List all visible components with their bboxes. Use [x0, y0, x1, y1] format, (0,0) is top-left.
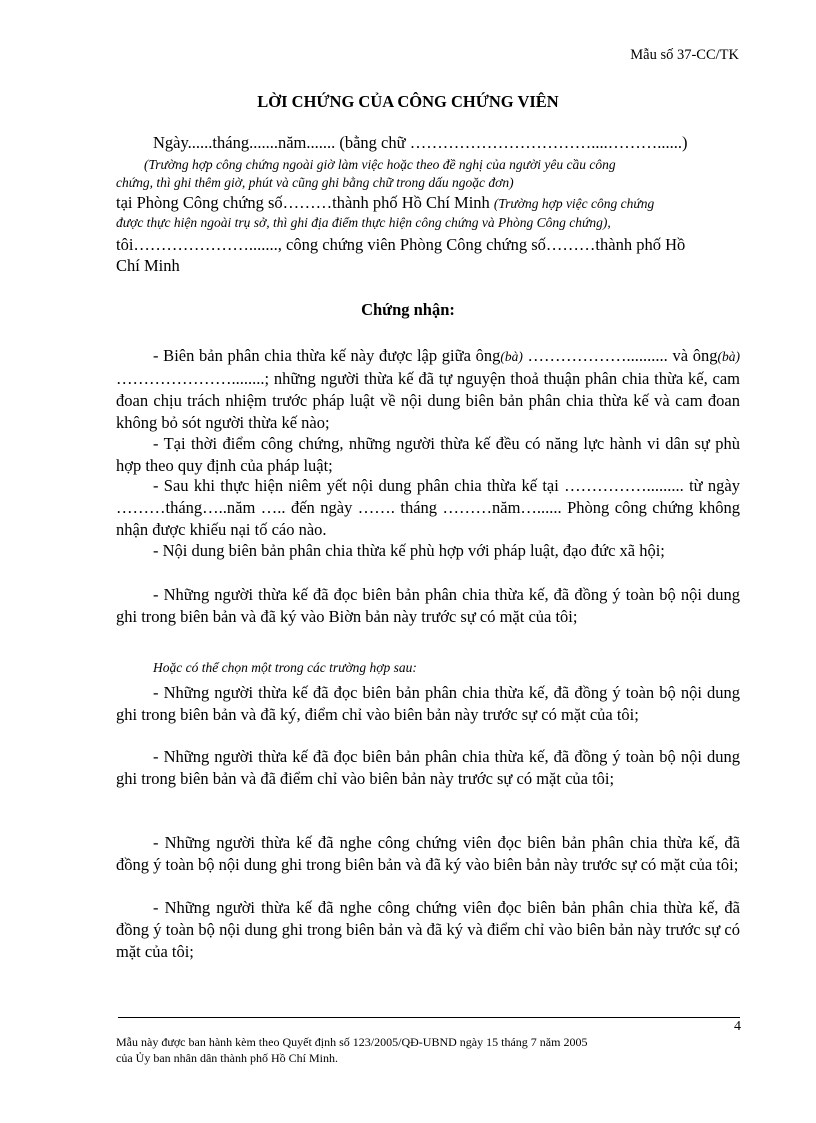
- notary-line-cont: Chí Minh: [116, 256, 180, 275]
- certify-heading: Chứng nhận:: [361, 300, 455, 319]
- time-note-line1: (Trường hợp công chứng ngoài giờ làm việc hoặc theo đề nghị của người yêu cầu công: [144, 157, 616, 172]
- footnote-line1: Mẫu này được ban hành kèm theo Quyết định số 123/2005/QĐ-UBND ngày 15 tháng 7 năm 2005: [116, 1035, 588, 1049]
- certify-paragraph-posting: - Sau khi thực hiện niêm yết nội dung phân chia thừa kế tại ……………......... từ ngày ………tháng…..năm ….. đến ngày ……. tháng ………năm…...... Phòng công chứng không nhận được khiếu nại tố cáo nào.: [116, 476, 740, 539]
- form-code: Mẫu số 37-CC/TK: [630, 47, 739, 63]
- certify-paragraph-legal: - Nội dung biên bản phân chia thừa kế phù hợp với pháp luật, đạo đức xã hội;: [153, 541, 665, 560]
- p1-text-b: ……………….......... và ông: [522, 346, 718, 365]
- office-text: tại Phòng Công chứng số………thành phố Hồ Chí Minh: [116, 193, 490, 212]
- footnote-line2: của Ủy ban nhân dân thành phố Hồ Chí Minh.: [116, 1051, 338, 1065]
- certify-paragraph-parties: [116, 345, 740, 434]
- alternative-sign-fingerprint: - Những người thừa kế đã đọc biên bản phân chia thừa kế, đã đồng ý toàn bộ nội dung ghi trong biên bản và đã ký, điểm chỉ vào biên bản này trước sự có mặt của tôi;: [116, 683, 740, 724]
- p1-ba-2: (bà): [717, 349, 740, 364]
- p1-text-c: …………………........; những người thừa kế đã tự nguyện thoả thuận phân chia thừa kế, cam đoan chịu trách nhiệm trước pháp luật về nội dung biên bản phân chia thừa kế và cam đoan không bỏ sót người thừa kế nào;: [116, 369, 740, 432]
- office-line: [116, 193, 654, 214]
- notary-line: tôi…………………......., công chứng viên Phòng Công chứng số………thành phố Hồ: [116, 235, 686, 254]
- certify-paragraph-capacity: - Tại thời điểm công chứng, những người thừa kế đều có năng lực hành vi dân sự phù hợp theo quy định của pháp luật;: [116, 434, 740, 475]
- alternative-listen-sign: - Những người thừa kế đã nghe công chứng viên đọc biên bản phân chia thừa kế, đã đồng ý toàn bộ nội dung ghi trong biên bản và đã ký vào biên bản này trước sự có mặt của tôi;: [116, 833, 740, 874]
- location-note: được thực hiện ngoài trụ sở, thì ghi địa điểm thực hiện công chứng và Phòng Công chứng),: [116, 215, 611, 230]
- alternative-listen-sign-fingerprint: - Những người thừa kế đã nghe công chứng viên đọc biên bản phân chia thừa kế, đã đồng ý toàn bộ nội dung ghi trong biên bản và đã ký và điểm chỉ vào biên bản này trước sự có mặt của tôi;: [116, 898, 740, 961]
- p1-ba-1: (bà): [500, 349, 523, 364]
- alternative-fingerprint: - Những người thừa kế đã đọc biên bản phân chia thừa kế, đã đồng ý toàn bộ nội dung ghi trong biên bản và đã điểm chỉ vào biên bản này trước sự có mặt của tôi;: [116, 747, 740, 788]
- page-number: 4: [734, 1019, 741, 1034]
- office-note: (Trường hợp việc công chứng: [493, 196, 655, 211]
- date-line: Ngày......tháng.......năm....... (bằng chữ ……………………………....………......): [153, 133, 688, 152]
- time-note-line2: chứng, thì ghi thêm giờ, phút và cũng ghi bằng chữ trong dấu ngoặc đơn): [116, 175, 514, 190]
- document-title: LỜI CHỨNG CỦA CÔNG CHỨNG VIÊN: [257, 92, 559, 111]
- p1-text-a: - Biên bản phân chia thừa kế này được lập giữa ông: [153, 346, 501, 365]
- certify-paragraph-signed: - Những người thừa kế đã đọc biên bản phân chia thừa kế, đã đồng ý toàn bộ nội dung ghi trong biên bản và đã ký vào Biờn bản này trước sự có mặt của tôi;: [116, 585, 740, 626]
- footer-divider: [118, 1017, 740, 1018]
- alternatives-heading: Hoặc có thể chọn một trong các trường hợp sau:: [153, 660, 417, 675]
